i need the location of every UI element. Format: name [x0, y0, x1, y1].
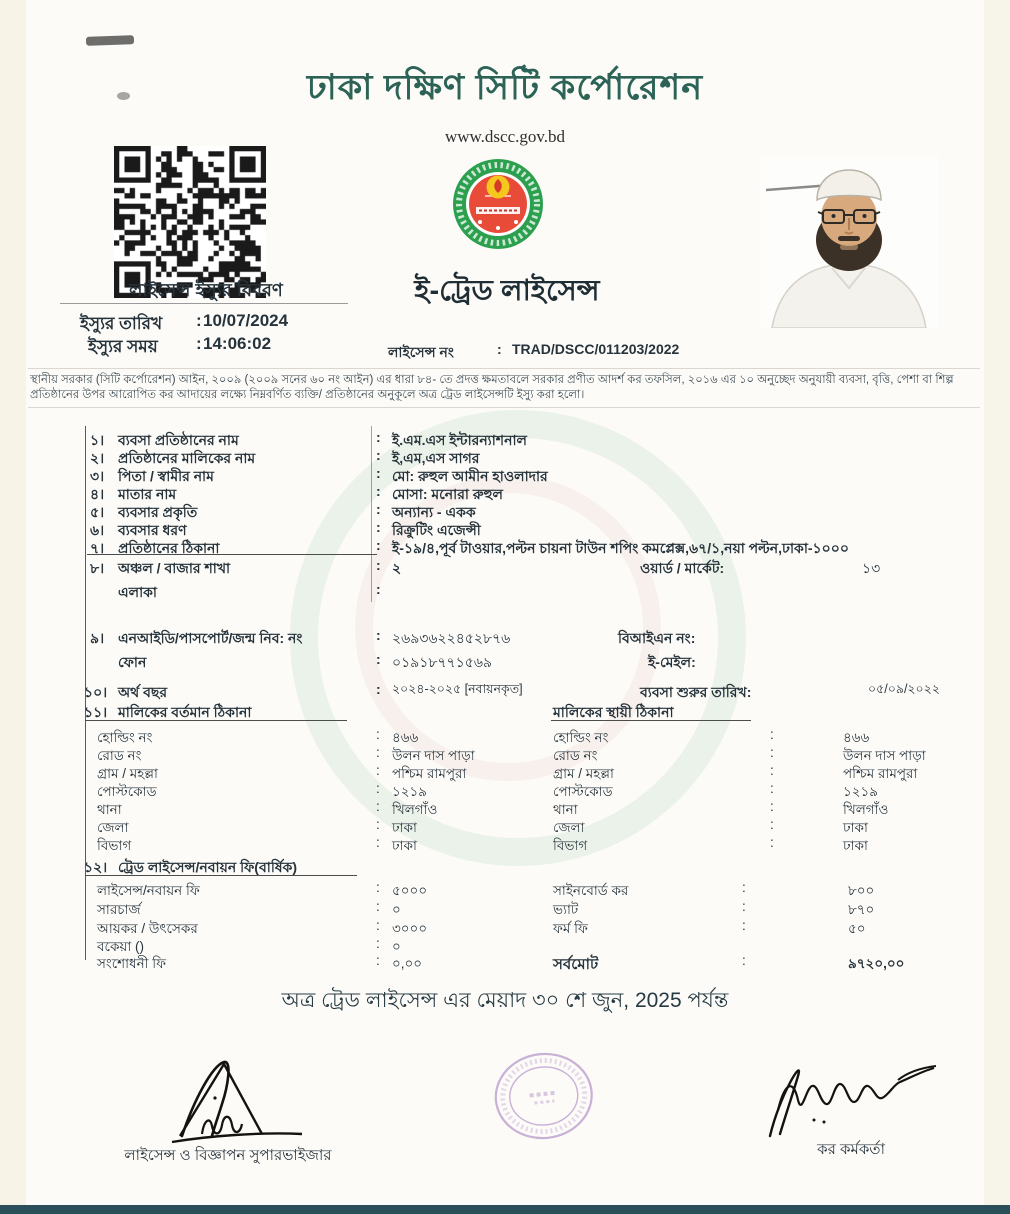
fee-label: আয়কর / উৎসেকর — [97, 921, 198, 936]
field-number: ১০। — [84, 684, 108, 700]
colon: : — [742, 918, 746, 933]
colon: : — [376, 519, 381, 535]
colon: : — [376, 651, 381, 667]
address-current-value: ১২১৯ — [392, 784, 428, 799]
colon: : — [376, 745, 380, 760]
fiscal-year-value: ২০২৪-২০২৫ [নবায়নকৃত] — [392, 682, 523, 696]
field-value: মোসা: মনোরা রুহুল — [392, 486, 503, 502]
field-row-nid — [0, 627, 1010, 647]
colon: : — [376, 483, 381, 499]
scan-bottom-bar — [0, 1205, 1010, 1214]
field-label: পিতা / স্বামীর নাম — [118, 468, 214, 484]
colon: : — [376, 880, 380, 895]
fee-value: ৫০ — [848, 921, 866, 936]
fee-value: ৮০০ — [848, 883, 875, 898]
colon: : — [770, 781, 774, 796]
colon: : — [376, 799, 380, 814]
field-number: ৪। — [90, 486, 105, 502]
colon: : — [196, 334, 202, 353]
current-address-title: মালিকের বর্তমান ঠিকানা — [118, 704, 252, 720]
colon: : — [376, 835, 380, 850]
colon: : — [376, 781, 380, 796]
address-row-district — [0, 817, 1010, 837]
field-number: ৫। — [90, 504, 105, 520]
field-row-mother-name — [0, 483, 1010, 503]
colon: : — [376, 918, 380, 933]
field-row-business-type — [0, 519, 1010, 539]
colon: : — [376, 899, 380, 914]
tax-officer-signature-title: কর কর্মকর্তা — [817, 1141, 885, 1158]
colon: : — [376, 936, 380, 951]
colon: : — [770, 727, 774, 742]
address-permanent-value: উলন দাস পাড়া — [843, 748, 926, 763]
scan-smudge — [86, 35, 134, 46]
fee-label: সংশোধনী ফি — [97, 956, 167, 971]
colon: : — [497, 341, 502, 357]
issue-date-value: 10/07/2024 — [203, 311, 289, 330]
ward-market-label: ওয়ার্ড / মার্কেট: — [640, 560, 725, 576]
license-number-row — [0, 341, 1010, 361]
field-number: ৯। — [90, 630, 105, 646]
field-label: ব্যবসার ধরণ — [118, 522, 187, 538]
address-label: বিভাগ — [553, 838, 588, 853]
address-label: রোড নং — [97, 748, 142, 763]
validity-statement: অত্র ট্রেড লাইসেন্স এর মেয়াদ ৩০ শে জুন, 2025 পর্যন্ত — [281, 989, 729, 1012]
ward-market-value: ১৩ — [862, 560, 881, 576]
colon: : — [376, 681, 381, 697]
colon: : — [376, 581, 381, 597]
address-row-village — [0, 763, 1010, 783]
business-start-value: ০৫/০৯/২০২২ — [868, 682, 940, 696]
address-current-value: উলন দাস পাড়া — [392, 748, 475, 763]
field-row-owner-name — [0, 447, 1010, 467]
field-row-phone — [0, 651, 1010, 671]
license-number-label: লাইসেন্স নং — [388, 344, 454, 360]
field-label: ব্যবসা প্রতিষ্ঠানের নাম — [118, 432, 239, 448]
field-value: অন্যান্য - একক — [392, 504, 476, 520]
field-row-zone — [0, 557, 1010, 577]
issue-date-label: ইস্যুর তারিখ — [80, 314, 163, 333]
address-label: বিভাগ — [97, 838, 132, 853]
fee-value: ০ — [392, 902, 401, 917]
colon: : — [376, 557, 381, 573]
address-label: রোড নং — [553, 748, 598, 763]
address-permanent-value: পশ্চিম রামপুরা — [843, 766, 918, 781]
license-number-value: TRAD/DSCC/011203/2022 — [512, 341, 680, 357]
address-current-value: পশ্চিম রামপুরা — [392, 766, 467, 781]
address-label: হোল্ডিং নং — [553, 730, 609, 745]
business-start-label: ব্যবসা শুরুর তারিখ: — [640, 684, 752, 700]
colon: : — [376, 537, 381, 553]
colon: : — [196, 311, 202, 330]
colon: : — [376, 763, 380, 778]
field-number: ১২। — [84, 859, 108, 875]
bin-label: বিআইএন নং: — [618, 630, 696, 646]
field-value: ই,এম,এস সাগর — [392, 450, 480, 466]
total-value: ৯৭২০,০০ — [848, 956, 905, 971]
address-label: পোস্টকোড — [553, 784, 613, 799]
colon: : — [770, 835, 774, 850]
document-title: ই-ট্রেড লাইসেন্স — [414, 275, 600, 307]
address-label: জেলা — [97, 820, 129, 835]
total-label: সর্বমোট — [553, 956, 599, 973]
address-label: থানা — [97, 802, 122, 817]
official-stamp — [487, 1045, 601, 1152]
field-number: ৬। — [90, 522, 105, 538]
field-value: ই-১৯/৪,পূর্ব টাওয়ার,পল্টন চায়না টাউন শপিং কমপ্লেক্স,৬৭/১,নয়া পল্টন,ঢাকা-১০০০ — [392, 540, 849, 556]
address-label: পোস্টকোড — [97, 784, 157, 799]
colon: : — [376, 627, 381, 643]
supervisor-signature-title: লাইসেন্স ও বিজ্ঞাপন সুপারভাইজার — [124, 1147, 332, 1164]
field-row-business-nature — [0, 501, 1010, 521]
org-title: ঢাকা দক্ষিণ সিটি কর্পোরেশন — [306, 68, 704, 107]
address-row-division — [0, 835, 1010, 855]
field-value: ই.এম.এস ইন্টারন্যাশনাল — [392, 432, 527, 448]
fee-label: লাইসেন্স/নবায়ন ফি — [97, 883, 200, 898]
field-row-fiscal-year — [0, 681, 1010, 701]
colon: : — [376, 817, 380, 832]
field-number: ১১। — [84, 704, 108, 720]
address-permanent-value: ৪৬৬ — [843, 730, 870, 745]
field-label: অঞ্চল / বাজার শাখা — [118, 560, 231, 576]
address-label: থানা — [553, 802, 578, 817]
field-number: ৩। — [90, 468, 105, 484]
address-label: গ্রাম / মহল্লা — [553, 766, 614, 781]
colon: : — [376, 429, 381, 445]
fee-label: সাইনবোর্ড কর — [553, 883, 629, 898]
tax-officer-signature — [748, 1042, 943, 1147]
field-number: ৮। — [90, 560, 105, 576]
fee-value: ৩০০০ — [392, 921, 428, 936]
address-section-header — [0, 701, 1010, 721]
field-row-business-name — [0, 429, 1010, 449]
address-row-thana — [0, 799, 1010, 819]
address-label: গ্রাম / মহল্লা — [97, 766, 158, 781]
fee-value: ৮৭০ — [848, 902, 875, 917]
address-permanent-value: খিলগাঁও — [843, 802, 889, 817]
field-value: মো: রুহুল আমীন হাওলাদার — [392, 468, 548, 484]
field-row-father-name — [0, 465, 1010, 485]
dscc-emblem-logo — [452, 158, 544, 255]
field-row-business-address — [0, 537, 1010, 557]
nid-value: ২৬৯৩৬২২৪৫২৮৭৬ — [392, 630, 511, 646]
colon: : — [770, 763, 774, 778]
issue-time-label: ইস্যুর সময় — [88, 337, 158, 356]
fee-row-license-fee — [0, 880, 1010, 900]
fee-value: ০,০০ — [392, 956, 423, 971]
colon: : — [770, 817, 774, 832]
field-number: ১। — [90, 432, 105, 448]
fee-row-amendment — [0, 953, 1010, 973]
colon: : — [376, 447, 381, 463]
fee-label: ভ্যাট — [553, 902, 579, 917]
address-row-postcode — [0, 781, 1010, 801]
field-label: প্রতিষ্ঠানের ঠিকানা — [118, 540, 220, 556]
colon: : — [742, 953, 746, 968]
field-number: ৭। — [90, 540, 105, 556]
colon: : — [770, 799, 774, 814]
scan-edge-tint — [0, 0, 26, 1214]
fee-value: ৫০০০ — [392, 883, 428, 898]
issue-panel-title: লাইসেন্স ইস্যুর বিবরণ — [129, 280, 283, 300]
field-row-area — [0, 581, 1010, 601]
fee-row-income-tax — [0, 918, 1010, 938]
colon: : — [742, 899, 746, 914]
area-label: এলাকা — [118, 584, 157, 600]
colon: : — [770, 745, 774, 760]
address-row-holding — [0, 727, 1010, 747]
address-current-value: ঢাকা — [392, 820, 417, 835]
address-current-value: খিলগাঁও — [392, 802, 438, 817]
field-number: ২। — [90, 450, 105, 466]
field-label: এনআইডি/পাসপোর্ট/জন্ম নিব: নং — [118, 630, 303, 646]
address-current-value: ঢাকা — [392, 838, 417, 853]
org-website: www.dscc.gov.bd — [444, 127, 566, 146]
field-value: রিক্রুটিং এজেন্সী — [392, 522, 481, 538]
legal-intro-text: স্থানীয় সরকার (সিটি কর্পোরেশন) আইন, ২০০৯ (২০০৯ সনের ৬০ নং আইন) এর ধারা ৮৪- তে প্রদত্ত ক্ষমতাবলে সরকার প্রণীত আদর্শ কর তফসিল, ২০১৬ এর ১০ অনুচ্ছেদ অনুযায়ী ব্যবসা, বৃত্তি, পেশা বা শিল্প প্রতিষ্ঠানের উপর আরোপিত কর আদায়ের লক্ষ্যে নিম্নবর্ণিত ব্যক্তি/ প্রতিষ্ঠানের অনুকূলে অত্র ট্রেড লাইসেন্সটি ইস্যু করা হলো। — [28, 368, 980, 408]
owner-photo — [760, 156, 938, 333]
address-label: হোল্ডিং নং — [97, 730, 153, 745]
fee-section-header — [0, 856, 1010, 876]
field-label: মাতার নাম — [118, 486, 177, 502]
colon: : — [376, 501, 381, 517]
address-current-value: ৪৬৬ — [392, 730, 419, 745]
scan-edge-tint — [984, 0, 1010, 1214]
colon: : — [376, 953, 380, 968]
field-label: ব্যবসার প্রকৃতি — [118, 504, 198, 520]
address-permanent-value: ঢাকা — [843, 838, 868, 853]
address-permanent-value: ১২১৯ — [843, 784, 879, 799]
address-permanent-value: ঢাকা — [843, 820, 868, 835]
field-label: অর্থ বছর — [118, 684, 168, 700]
colon: : — [376, 465, 381, 481]
phone-label: ফোন — [118, 654, 147, 670]
address-label: জেলা — [553, 820, 585, 835]
fee-section-title: ট্রেড লাইসেন্স/নবায়ন ফি(বার্ষিক) — [118, 859, 297, 875]
field-label: প্রতিষ্ঠানের মালিকের নাম — [118, 450, 256, 466]
address-row-road — [0, 745, 1010, 765]
divider — [60, 303, 348, 304]
permanent-address-title: মালিকের স্থায়ী ঠিকানা — [553, 704, 674, 720]
fee-label: সারচার্জ — [97, 902, 141, 917]
fee-value: ০ — [392, 939, 401, 954]
colon: : — [376, 727, 380, 742]
colon: : — [742, 880, 746, 895]
phone-value: ০১৯১৮৭৭১৫৬৯ — [392, 654, 493, 670]
zone-value: ২ — [392, 560, 402, 576]
supervisor-signature — [168, 1052, 318, 1152]
issue-time-value: 14:06:02 — [203, 334, 272, 353]
fee-label: বকেয়া () — [97, 939, 144, 954]
fee-row-surcharge — [0, 899, 1010, 919]
fee-label: ফর্ম ফি — [553, 921, 588, 936]
email-label: ই-মেইল: — [648, 654, 696, 670]
